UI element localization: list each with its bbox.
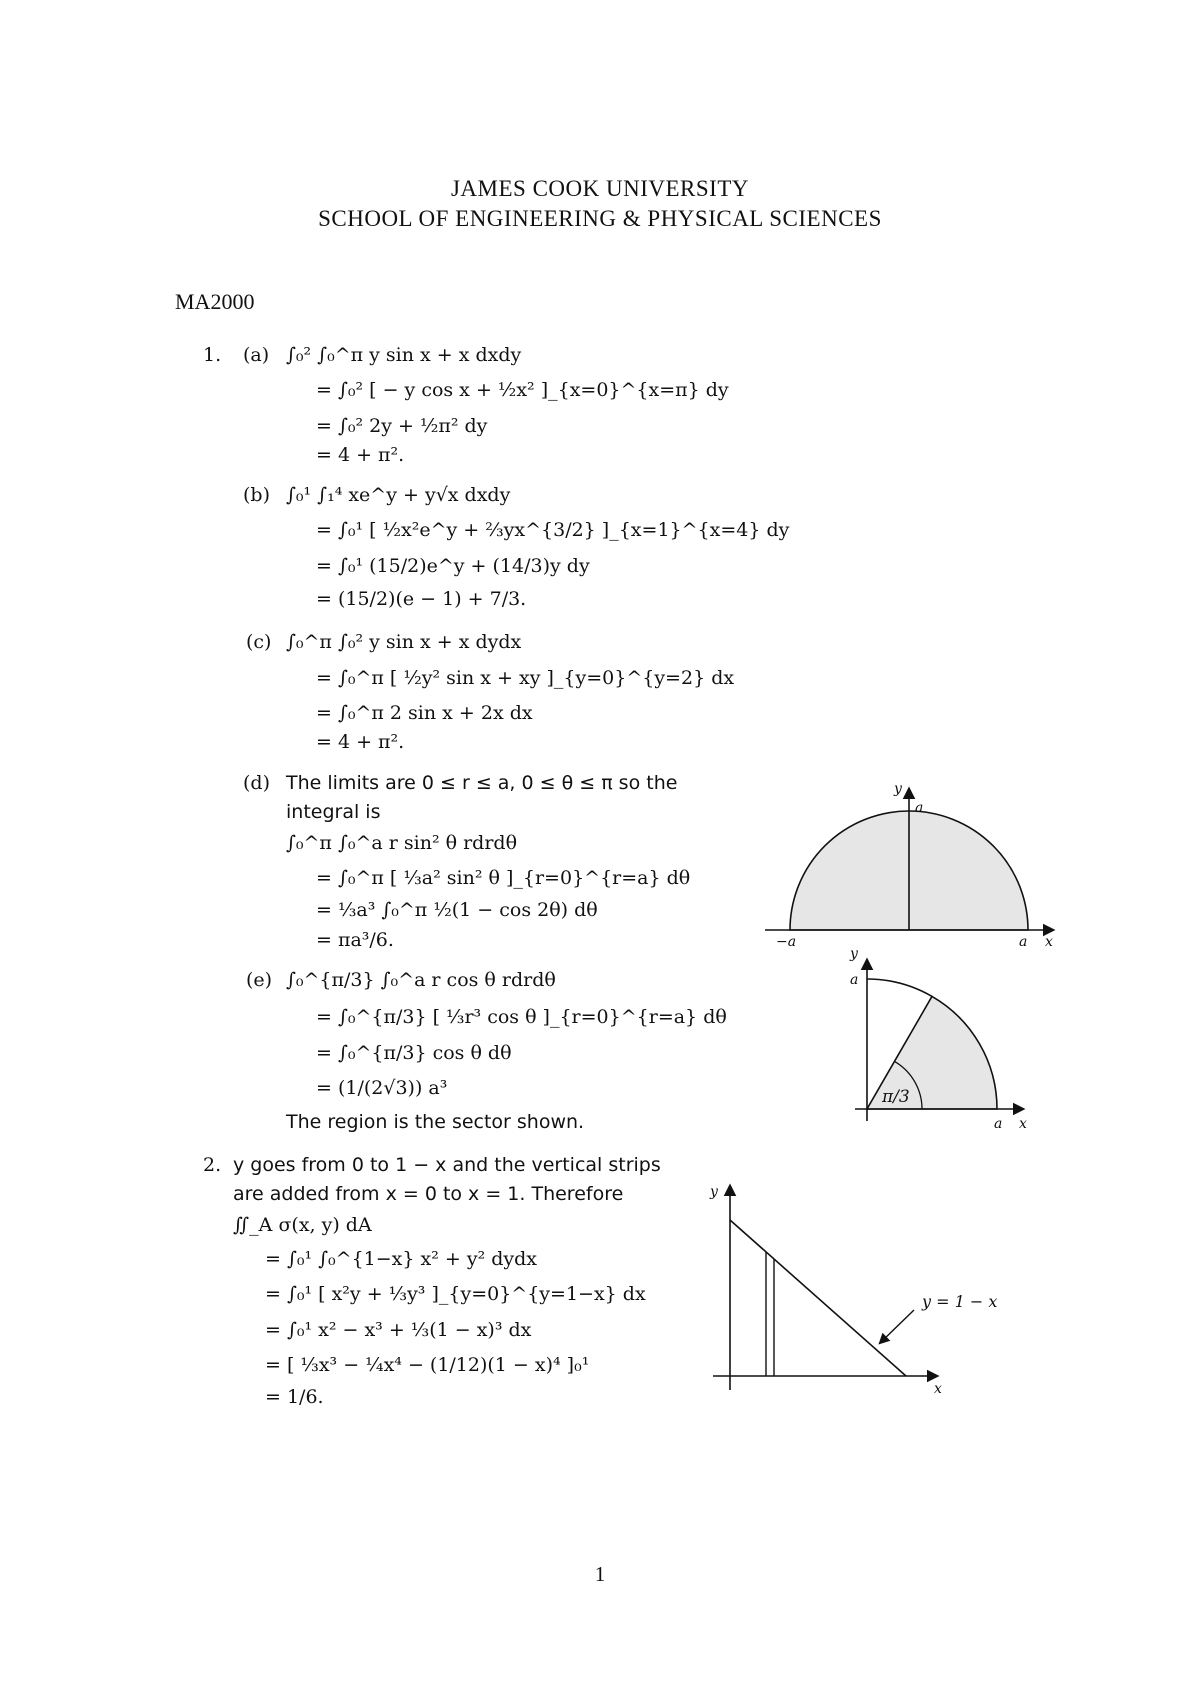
triangle-line-label: y = 1 − x: [922, 1292, 998, 1311]
q2-line-1: ∬_A σ(x, y) dA: [233, 1214, 372, 1236]
page-number: 1: [594, 1562, 606, 1586]
q1a-line-3: = ∫₀² 2y + ½π² dy: [316, 415, 488, 437]
q2-line-6: = 1/6.: [265, 1386, 324, 1408]
q1a-line-4: = 4 + π².: [316, 444, 405, 466]
q1a-line-2: = ∫₀² [ − y cos x + ½x² ]_{x=0}^{x=π} dy: [316, 379, 729, 401]
q1c-line-2: = ∫₀^π [ ½y² sin x + xy ]_{y=0}^{y=2} dx: [316, 667, 735, 689]
q2-text-2: are added from x = 0 to x = 1. Therefore: [233, 1183, 624, 1205]
q1c-line-3: = ∫₀^π 2 sin x + 2x dx: [316, 702, 533, 724]
q1e-text: The region is the sector shown.: [286, 1111, 585, 1133]
sector-angle-label: π/3: [882, 1087, 910, 1107]
sector-top-label: a: [850, 972, 859, 988]
q1b-line-2: = ∫₀¹ [ ½x²e^y + ⅔yx^{3/2} ]_{x=1}^{x=4} dy: [316, 519, 790, 541]
q1e-line-3: = ∫₀^{π/3} cos θ dθ: [316, 1042, 512, 1064]
semicircle-x-label: x: [1045, 934, 1053, 950]
q1e-line-4: = (1/(2√3)) a³: [316, 1077, 448, 1099]
q1d-text-2: integral is: [286, 801, 381, 823]
q2-text-1: y goes from 0 to 1 − x and the vertical strips: [233, 1154, 661, 1176]
q1e-line-2: = ∫₀^{π/3} [ ⅓r³ cos θ ]_{r=0}^{r=a} dθ: [316, 1006, 727, 1028]
hypotenuse-line: [730, 1220, 906, 1376]
q2-line-3: = ∫₀¹ [ x²y + ⅓y³ ]_{y=0}^{y=1−x} dx: [265, 1283, 646, 1305]
q2-line-5: = [ ⅓x³ − ¼x⁴ − (1/12)(1 − x)⁴ ]₀¹: [265, 1354, 590, 1376]
triangle-figure: [709, 1184, 997, 1397]
semicircle-y-label: y: [894, 781, 902, 797]
q1c-line-1: ∫₀^π ∫₀² y sin x + x dydx: [286, 631, 522, 653]
sector-right-label: a: [994, 1116, 1003, 1132]
q1d-text-1: The limits are 0 ≤ r ≤ a, 0 ≤ θ ≤ π so the: [286, 772, 678, 794]
q1a-label: (a): [243, 344, 270, 366]
semicircle-left-label: −a: [776, 934, 797, 950]
triangle-y-label: y: [710, 1184, 718, 1200]
q1d-line-2: = ∫₀^π [ ⅓a² sin² θ ]_{r=0}^{r=a} dθ: [316, 867, 691, 889]
q1d-line-4: = πa³/6.: [316, 929, 394, 951]
course-code: MA2000: [175, 289, 255, 314]
q2-line-2: = ∫₀¹ ∫₀^{1−x} x² + y² dydx: [265, 1248, 538, 1270]
q1b-line-3: = ∫₀¹ (15/2)e^y + (14/3)y dy: [316, 555, 590, 577]
q2-line-4: = ∫₀¹ x² − x³ + ⅓(1 − x)³ dx: [265, 1319, 532, 1341]
q1b-line-4: = (15/2)(e − 1) + 7/3.: [316, 588, 527, 610]
semicircle-right-label: a: [1019, 934, 1028, 950]
university-title: JAMES COOK UNIVERSITY: [450, 176, 749, 201]
sector-x-label: x: [1019, 1116, 1027, 1132]
q2-number: 2.: [203, 1154, 222, 1176]
q1e-line-1: ∫₀^{π/3} ∫₀^a r cos θ rdrdθ: [286, 969, 556, 991]
q1c-label: (c): [246, 631, 272, 653]
triangle-x-label: x: [934, 1381, 942, 1397]
q1b-line-1: ∫₀¹ ∫₁⁴ xe^y + y√x dxdy: [286, 484, 511, 506]
q1-number: 1.: [203, 344, 222, 366]
q1d-line-3: = ⅓a³ ∫₀^π ½(1 − cos 2θ) dθ: [316, 899, 598, 921]
quarter-arc: [867, 979, 932, 996]
q1e-label: (e): [246, 969, 273, 991]
sector-y-label: y: [850, 946, 858, 962]
line-label-arrow: [880, 1310, 914, 1343]
semicircle-figure: [765, 781, 1053, 950]
school-title: SCHOOL OF ENGINEERING & PHYSICAL SCIENCES: [318, 206, 882, 231]
q1c-line-4: = 4 + π².: [316, 731, 405, 753]
q1a-line-1: ∫₀² ∫₀^π y sin x + x dxdy: [286, 344, 522, 366]
q1b-label: (b): [243, 484, 270, 506]
sector-figure: [849, 946, 1027, 1132]
semicircle-top-label: a: [915, 800, 924, 816]
q1d-label: (d): [243, 772, 270, 794]
q1d-line-1: ∫₀^π ∫₀^a r sin² θ rdrdθ: [286, 832, 518, 854]
